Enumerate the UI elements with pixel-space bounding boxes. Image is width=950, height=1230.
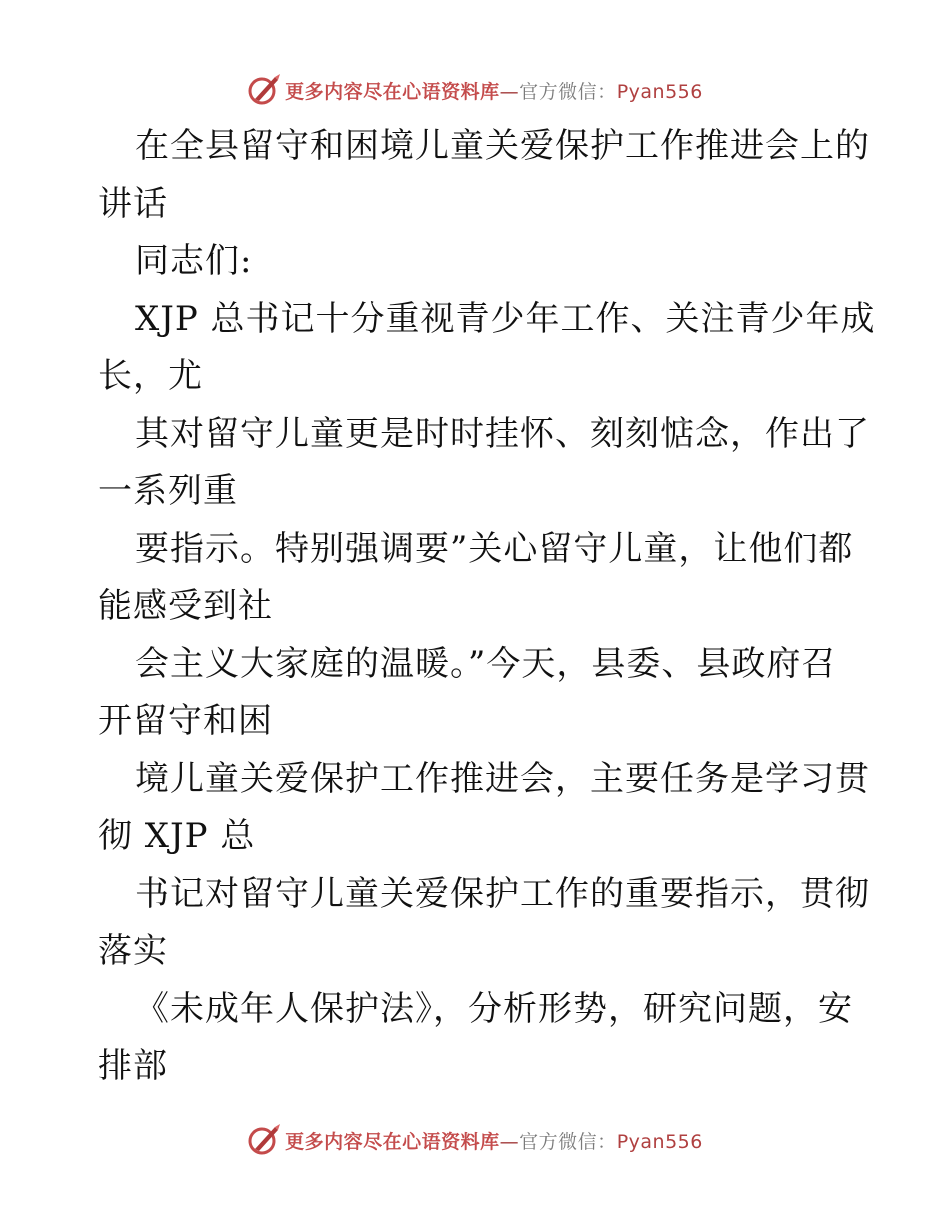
paragraph-line: 《未成年人保护法》，分析形势，研究问题，安 — [135, 988, 853, 1029]
paragraph-line: 落实 — [98, 931, 168, 971]
watermark-main: 更多内容尽在心语资料库 — [285, 80, 500, 103]
paragraph-line: 其对留守儿童更是时时挂怀、刻刻惦念，作出了 — [135, 413, 870, 454]
watermark-id: Pyan556 — [616, 1130, 703, 1153]
paragraph-line: 开留守和困 — [98, 701, 273, 741]
watermark-dash: — — [499, 80, 520, 103]
watermark-text — [285, 77, 703, 104]
paragraph-line: 能感受到社 — [98, 586, 273, 626]
footer-watermark — [0, 1120, 950, 1160]
watermark-main: 更多内容尽在心语资料库 — [285, 1130, 500, 1153]
document-body — [98, 118, 876, 1096]
paragraph-line: 一系列重 — [98, 471, 238, 511]
quill-pen-logo-icon — [247, 73, 281, 107]
header-watermark — [0, 70, 950, 110]
paragraph-line: 会主义大家庭的温暖。”今天，县委、县政府召 — [135, 643, 837, 684]
paragraph-line: 书记对留守儿童关爱保护工作的重要指示，贯彻 — [135, 873, 870, 914]
paragraph-line: 排部 — [98, 1046, 168, 1086]
watermark-label: 官方微信： — [519, 80, 617, 103]
paragraph-line: 彻 XJP 总 — [98, 816, 256, 856]
paragraph-line: 要指示。特别强调要”关心留守儿童，让他们都 — [135, 528, 854, 569]
paragraph-line: XJP 总书记十分重视青少年工作、关注青少年成 — [135, 298, 876, 339]
document-title-line-1: 在全县留守和困境儿童关爱保护工作推进会上的 — [135, 126, 870, 166]
watermark-text — [285, 1127, 703, 1154]
document-title-line-2: 讲话 — [98, 183, 168, 224]
watermark-dash: — — [499, 1130, 520, 1153]
quill-pen-logo-icon — [247, 1123, 281, 1157]
watermark-label: 官方微信： — [519, 1130, 617, 1153]
salutation: 同志们: — [135, 241, 253, 281]
paragraph-line: 境儿童关爱保护工作推进会，主要任务是学习贯 — [135, 758, 870, 799]
paragraph-line: 长，尤 — [98, 356, 203, 396]
watermark-id: Pyan556 — [616, 80, 703, 103]
